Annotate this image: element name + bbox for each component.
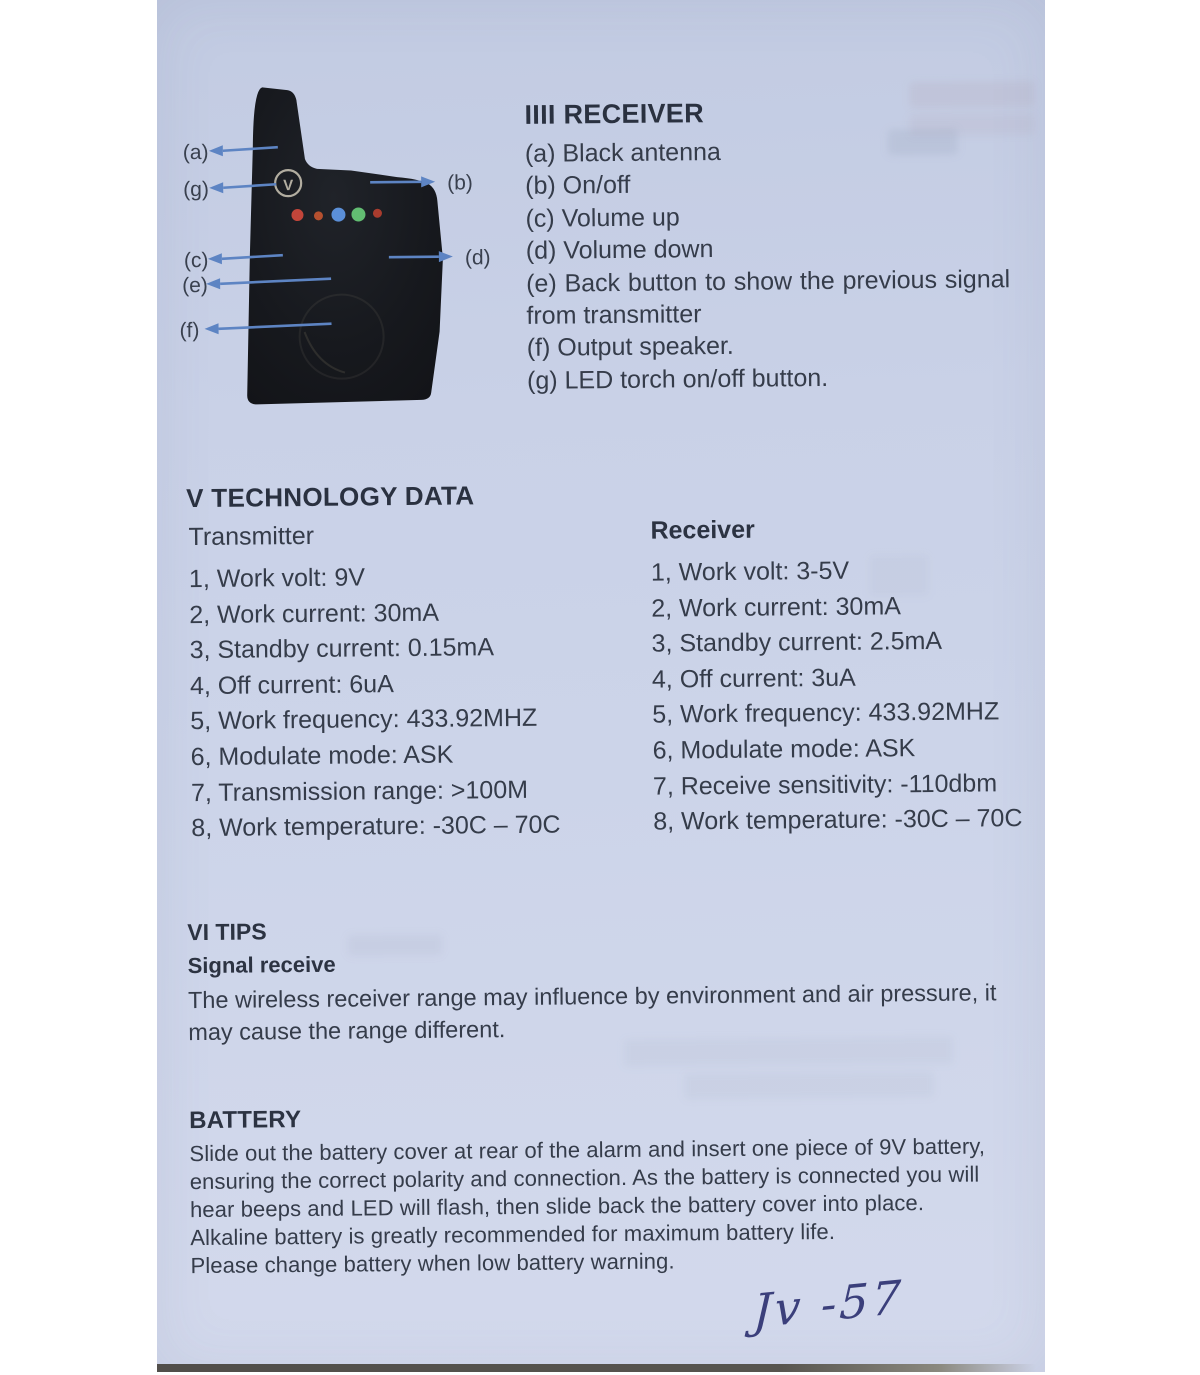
spec-item: 7, Receive sensitivity: -110dbm bbox=[653, 765, 1043, 804]
receiver-section bbox=[524, 95, 1011, 397]
spec-item: 8, Work temperature: -30C – 70C bbox=[191, 807, 631, 847]
tips-section bbox=[187, 911, 1058, 1048]
transmitter-spec-list bbox=[189, 558, 632, 847]
spec-item: 4, Off current: 3uA bbox=[652, 659, 1042, 698]
receiver-parts-list bbox=[525, 133, 1011, 397]
list-item: (d) Volume down bbox=[526, 230, 1010, 267]
spec-item: 4, Off current: 6uA bbox=[190, 665, 630, 705]
callout-label-c: (c) bbox=[184, 249, 209, 272]
spec-item: 3, Standby current: 2.5mA bbox=[651, 623, 1041, 662]
led-indicator-5 bbox=[373, 209, 382, 218]
callout-label-d: (d) bbox=[465, 246, 491, 269]
list-item: (e) Back button to show the previous signal from transmitter bbox=[526, 263, 1011, 332]
page-content bbox=[150, 0, 1051, 1375]
list-item: (g) LED torch on/off button. bbox=[527, 360, 1011, 397]
list-item: (c) Volume up bbox=[525, 198, 1009, 235]
body-line: may cause the range different. bbox=[188, 1008, 1058, 1048]
spec-item: 7, Transmission range: >100M bbox=[191, 771, 631, 811]
led-indicator-4 bbox=[351, 207, 365, 221]
callout-arrowhead-a bbox=[209, 145, 223, 156]
spec-item: 3, Standby current: 0.15mA bbox=[189, 629, 629, 669]
page-bottom-edge bbox=[157, 1364, 1045, 1372]
callout-arrowhead-f bbox=[205, 323, 219, 334]
battery-body bbox=[189, 1132, 1060, 1280]
list-item: (f) Output speaker. bbox=[527, 328, 1011, 365]
spec-item: 5, Work frequency: 433.92MHZ bbox=[652, 694, 1042, 733]
manual-page bbox=[157, 0, 1045, 1372]
battery-section bbox=[189, 1099, 1061, 1280]
tips-body bbox=[188, 976, 1059, 1048]
callout-arrowhead-d bbox=[439, 251, 453, 262]
callout-arrowhead-g bbox=[209, 182, 223, 193]
receiver-heading: Receiver bbox=[650, 513, 1040, 546]
callout-arrowhead-c bbox=[208, 253, 222, 264]
body-line: Please change battery when low battery warning. bbox=[190, 1243, 1060, 1279]
logo-letter: V bbox=[283, 177, 293, 194]
body-line: The wireless receiver range may influence by environment and air pressure, it bbox=[188, 976, 1058, 1016]
led-indicator-3 bbox=[331, 208, 345, 222]
callout-label-g: (g) bbox=[183, 178, 209, 201]
list-item: (b) On/off bbox=[525, 166, 1009, 203]
callout-arrowhead-e bbox=[206, 278, 220, 289]
spec-item: 8, Work temperature: -30C – 70C bbox=[653, 801, 1043, 840]
transmitter-spec-column bbox=[188, 519, 631, 847]
callout-label-f: (f) bbox=[179, 319, 199, 342]
callout-label-b: (b) bbox=[447, 171, 473, 194]
receiver-section-title: IIII RECEIVER bbox=[524, 95, 1008, 131]
receiver-spec-list bbox=[651, 552, 1044, 840]
tips-subtitle: Signal receive bbox=[188, 945, 1058, 979]
technology-section-title: V TECHNOLOGY DATA bbox=[186, 480, 475, 514]
transmitter-heading: Transmitter bbox=[188, 519, 628, 552]
led-indicator-2 bbox=[314, 211, 323, 220]
receiver-spec-column bbox=[650, 513, 1043, 840]
tips-section-title: VI TIPS bbox=[187, 911, 1057, 946]
body-line: ensuring the correct polarity and connection. As the battery is connected you will bbox=[190, 1160, 1060, 1196]
handwritten-code: Jv -57 bbox=[752, 1269, 905, 1338]
led-indicator-1 bbox=[291, 209, 303, 221]
spec-item: 2, Work current: 30mA bbox=[651, 588, 1041, 627]
bleed-through-ghost bbox=[684, 1071, 934, 1099]
callout-label-e: (e) bbox=[182, 274, 208, 297]
body-line: Alkaline battery is greatly recommended for maximum battery life. bbox=[190, 1215, 1060, 1251]
list-item: (a) Black antenna bbox=[525, 133, 1009, 170]
spec-item: 6, Modulate mode: ASK bbox=[191, 736, 631, 776]
battery-section-title: BATTERY bbox=[189, 1099, 1059, 1135]
callout-label-a: (a) bbox=[183, 141, 209, 164]
body-line: hear beeps and LED will flash, then slide back the battery cover into place. bbox=[190, 1188, 1060, 1224]
spec-item: 5, Work frequency: 433.92MHZ bbox=[190, 700, 630, 740]
device-silhouette bbox=[244, 86, 444, 405]
body-line: Slide out the battery cover at rear of the alarm and insert one piece of 9V battery, bbox=[189, 1132, 1059, 1168]
spec-item: 1, Work volt: 9V bbox=[189, 558, 629, 598]
spec-item: 6, Modulate mode: ASK bbox=[652, 730, 1042, 769]
spec-item: 2, Work current: 30mA bbox=[189, 593, 629, 633]
spec-item: 1, Work volt: 3-5V bbox=[651, 552, 1041, 591]
